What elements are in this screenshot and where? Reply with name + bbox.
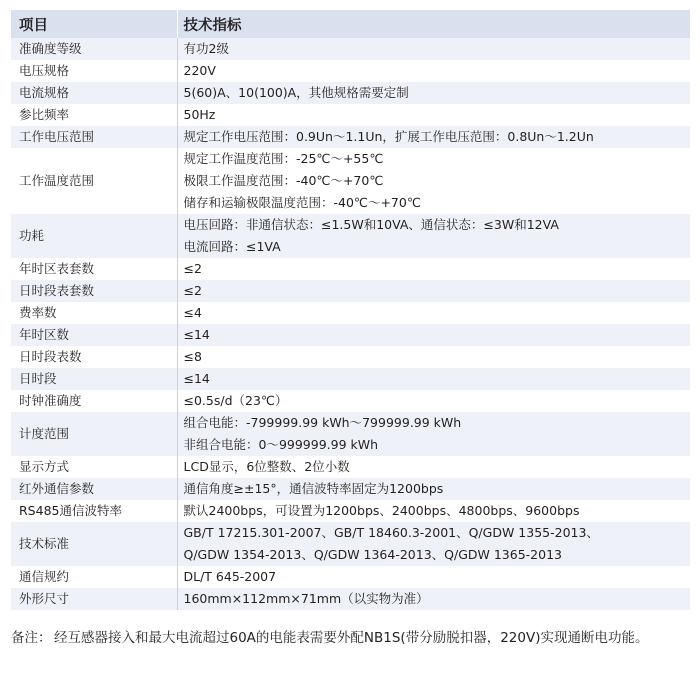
row-item-label: 计度范围: [11, 412, 177, 456]
spec-line: 储存和运输极限温度范围：-40℃～+70℃: [183, 195, 421, 210]
row-item-label: 电压规格: [11, 60, 177, 82]
row-item-label: 日时段表套数: [11, 280, 177, 302]
row-item-label: 日时段: [11, 368, 177, 390]
spec-line: 通信角度≥±15°，通信波特率固定为1200bps: [183, 481, 444, 496]
row-spec-value: [177, 566, 690, 588]
row-item-label: 显示方式: [11, 456, 177, 478]
table-row: [11, 500, 690, 522]
spec-line: 非组合电能：0～999999.99 kWh: [183, 437, 379, 452]
table-row: [11, 148, 690, 214]
row-spec-value: [177, 368, 690, 390]
spec-line: DL/T 645-2007: [183, 569, 277, 584]
spec-line: ≤4: [183, 305, 202, 320]
spec-line: ≤2: [183, 283, 202, 298]
row-spec-value: [177, 38, 690, 60]
spec-line: ≤0.5s/d（23℃）: [183, 393, 288, 408]
row-spec-value: [177, 588, 690, 610]
row-spec-value: [177, 500, 690, 522]
row-item-label: 年时区表套数: [11, 258, 177, 280]
table-row: [11, 126, 690, 148]
spec-line: 220V: [183, 63, 216, 78]
row-spec-value: [177, 522, 690, 566]
table-row: [11, 390, 690, 412]
row-item-label: 外形尺寸: [11, 588, 177, 610]
spec-line: ≤8: [183, 349, 202, 364]
table-row: [11, 280, 690, 302]
row-spec-value: [177, 148, 690, 214]
row-item-label: 时钟准确度: [11, 390, 177, 412]
row-item-label: 技术标准: [11, 522, 177, 566]
table-row: [11, 456, 690, 478]
row-item-label: 年时区数: [11, 324, 177, 346]
row-spec-value: [177, 302, 690, 324]
spec-line: 默认2400bps，可设置为1200bps、2400bps、4800bps、9600bps: [183, 503, 580, 518]
table-row: [11, 588, 690, 610]
spec-line: 5(60)A、10(100)A，其他规格需要定制: [183, 85, 409, 100]
table-row: [11, 368, 690, 390]
note-text: 经互感器接入和最大电流超过60A的电能表需要外配NB1S(带分励脱扣器，220V)实现通断电功能。: [54, 630, 649, 646]
row-spec-value: [177, 126, 690, 148]
row-spec-value: [177, 82, 690, 104]
spec-line: 组合电能：-799999.99 kWh～799999.99 kWh: [183, 415, 462, 430]
row-item-label: 费率数: [11, 302, 177, 324]
row-item-label: 红外通信参数: [11, 478, 177, 500]
row-spec-value: [177, 324, 690, 346]
table-row: [11, 522, 690, 566]
table-row: [11, 214, 690, 258]
spec-line: LCD显示，6位整数、2位小数: [183, 459, 350, 474]
row-spec-value: [177, 478, 690, 500]
row-item-label: 功耗: [11, 214, 177, 258]
row-spec-value: [177, 280, 690, 302]
spec-line: ≤2: [183, 261, 202, 276]
row-item-label: 电流规格: [11, 82, 177, 104]
table-row: [11, 478, 690, 500]
row-spec-value: [177, 104, 690, 126]
table-row: [11, 60, 690, 82]
spec-table-container: [11, 10, 690, 610]
spec-line: 规定工作温度范围：-25℃～+55℃: [183, 151, 384, 166]
spec-table: [11, 10, 690, 610]
spec-line: GB/T 17215.301-2007、GB/T 18460.3-2001、Q/GDW 1355-2013、: [183, 525, 599, 540]
row-spec-value: [177, 258, 690, 280]
row-spec-value: [177, 60, 690, 82]
row-item-label: 日时段表数: [11, 346, 177, 368]
header-item: 项目: [11, 10, 177, 38]
row-item-label: 准确度等级: [11, 38, 177, 60]
spec-line: ≤14: [183, 327, 210, 342]
table-header-row: [11, 10, 690, 38]
row-spec-value: [177, 346, 690, 368]
spec-line: 50Hz: [183, 107, 216, 122]
table-row: [11, 82, 690, 104]
spec-line: 极限工作温度范围：-40℃～+70℃: [183, 173, 384, 188]
note-label: 备注：: [11, 630, 52, 646]
spec-line: 电流回路：≤1VA: [183, 239, 281, 254]
row-spec-value: [177, 456, 690, 478]
spec-line: 160mm×112mm×71mm（以实物为准）: [183, 591, 429, 606]
table-row: [11, 412, 690, 456]
row-item-label: 工作温度范围: [11, 148, 177, 214]
table-row: [11, 302, 690, 324]
row-item-label: 参比频率: [11, 104, 177, 126]
spec-line: 有功2级: [183, 41, 229, 56]
row-spec-value: [177, 390, 690, 412]
table-row: [11, 38, 690, 60]
spec-line: 规定工作电压范围：0.9Un～1.1Un，扩展工作电压范围：0.8Un～1.2Un: [183, 129, 594, 144]
table-row: [11, 346, 690, 368]
table-row: [11, 258, 690, 280]
table-row: [11, 324, 690, 346]
spec-line: ≤14: [183, 371, 210, 386]
row-item-label: 工作电压范围: [11, 126, 177, 148]
table-row: [11, 104, 690, 126]
row-spec-value: [177, 412, 690, 456]
spec-table-body: [11, 38, 690, 610]
table-row: [11, 566, 690, 588]
row-spec-value: [177, 214, 690, 258]
row-item-label: RS485通信波特率: [11, 500, 177, 522]
header-spec: 技术指标: [177, 10, 690, 38]
spec-line: Q/GDW 1354-2013、Q/GDW 1364-2013、Q/GDW 1365-2013: [183, 547, 562, 562]
spec-line: 电压回路：非通信状态：≤1.5W和10VA、通信状态：≤3W和12VA: [183, 217, 559, 232]
row-item-label: 通信规约: [11, 566, 177, 588]
